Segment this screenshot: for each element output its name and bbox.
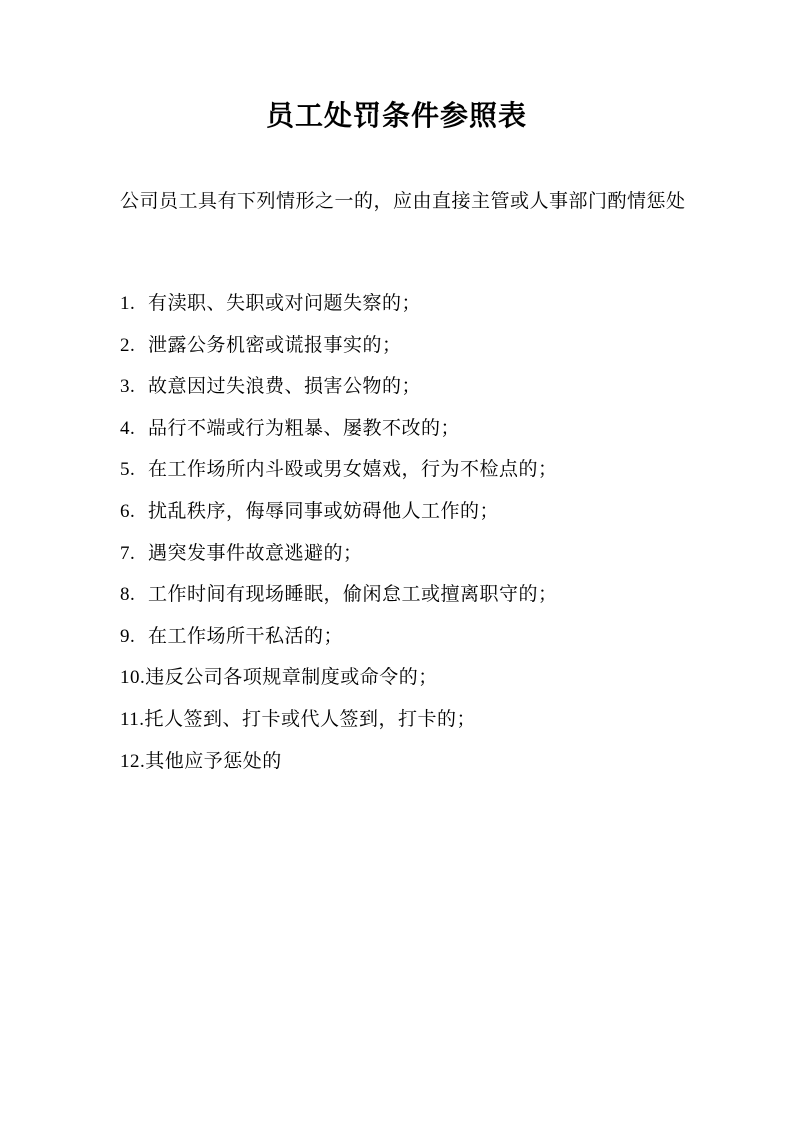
item-number: 11. [120,708,145,730]
list-item [120,741,720,783]
item-text: 托人签到、打卡或代人签到，打卡的； [144,707,477,730]
item-text: 其他应予惩处的 [145,749,282,772]
item-number: 7. [120,542,136,564]
page-title: 员工处罚条件参照表 [265,99,527,132]
item-text: 违反公司各项规章制度或命令的； [145,666,438,689]
list-item [120,325,720,367]
item-text: 在工作场所内斗殴或男女嬉戏，行为不检点的； [148,458,558,481]
list-item [120,366,720,408]
item-number: 9. [120,625,136,647]
list-item [120,491,720,533]
list-item [120,699,720,741]
item-text: 故意因过失浪费、损害公物的； [148,375,422,398]
item-text: 有渎职、失职或对问题失察的； [148,292,422,314]
item-number: 10. [120,667,146,689]
item-number: 12. [120,750,146,772]
item-number: 6. [120,500,136,522]
intro-paragraph: 公司员工具有下列情形之一的，应由直接主管或人事部门酌情惩处 [120,190,686,212]
list-item [120,616,720,658]
list-item [120,408,720,450]
list-item [120,533,720,575]
item-text: 扰乱秩序，侮辱同事或妨碍他人工作的； [148,499,500,522]
item-number: 4. [120,417,136,439]
penalty-conditions-list [120,283,720,782]
item-text: 遇突发事件故意逃避的； [148,541,363,564]
item-text: 泄露公务机密或谎报事实的； [148,333,402,356]
item-number: 5. [120,459,136,481]
list-item [120,574,720,616]
list-item [120,657,720,699]
item-number: 1. [120,293,136,314]
list-item [120,283,720,325]
list-item [120,449,720,491]
item-number: 2. [120,334,136,356]
item-number: 8. [120,584,136,606]
item-text: 品行不端或行为粗暴、屡教不改的； [148,416,461,439]
item-text: 在工作场所干私活的； [148,624,344,647]
item-text: 工作时间有现场睡眠，偷闲怠工或擅离职守的； [148,583,558,606]
item-number: 3. [120,376,136,398]
